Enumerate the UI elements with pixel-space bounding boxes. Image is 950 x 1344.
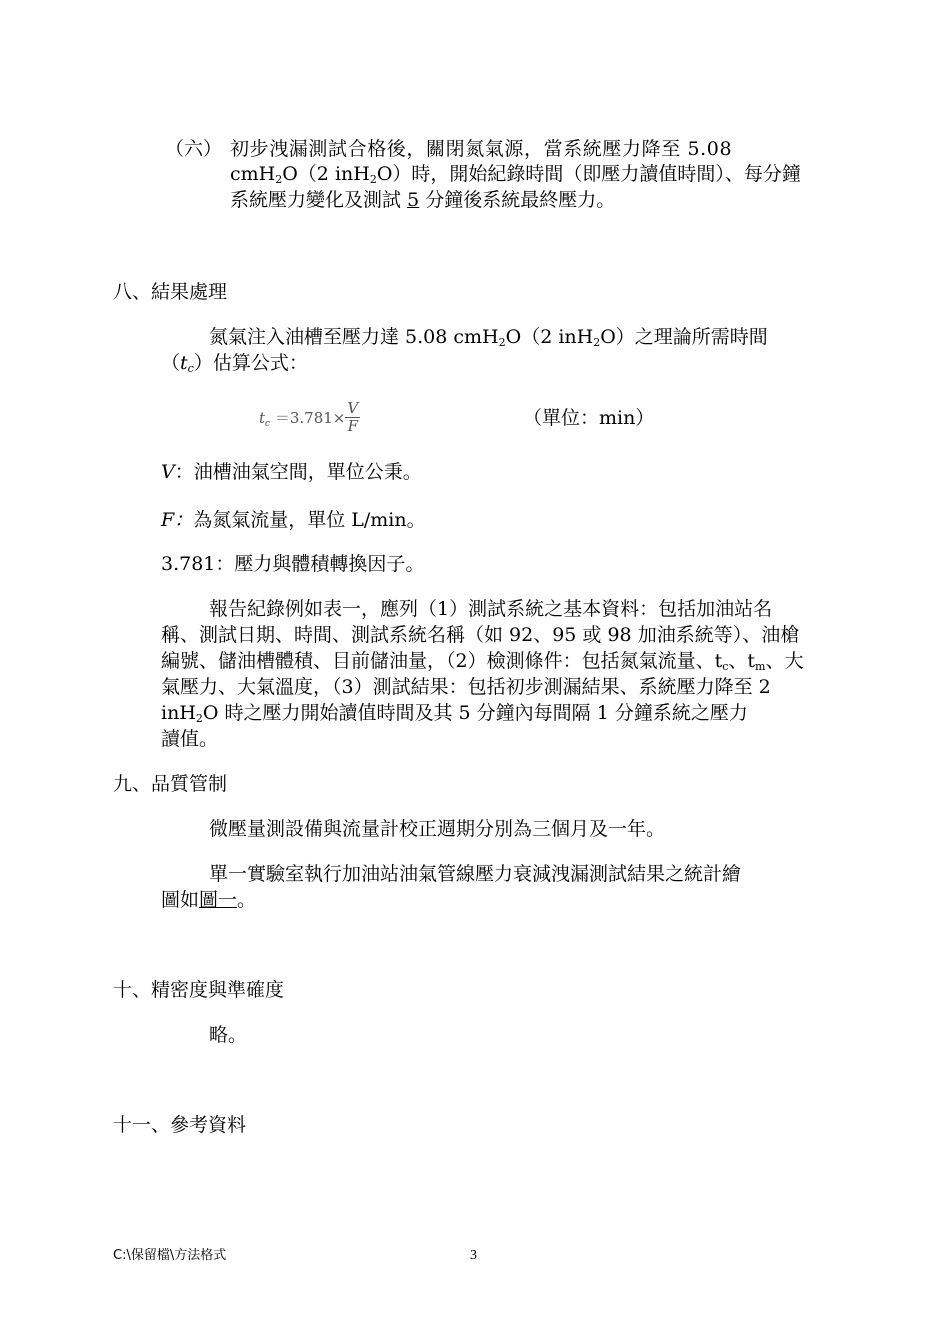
section8-heading: 八、結果處理 (113, 281, 228, 303)
section8-para2-line4: 氣壓力、大氣溫度，（3）測試結果：包括初步測漏結果、系統壓力降至 2 (161, 676, 771, 698)
section11-heading: 十一、參考資料 (113, 1114, 247, 1136)
page-number: 3 (470, 1248, 477, 1263)
definition-v: V：油槽油氣空間，單位公秉。 (161, 461, 422, 483)
section9-heading: 九、品質管制 (113, 773, 228, 795)
figure1-link[interactable]: 圖一 (199, 889, 238, 911)
section8-para2-line3: 編號、儲油槽體積、目前儲油量，（2）檢測條件：包括氮氣流量、$t_c$、$t_m$、大 (161, 650, 804, 673)
section8-para2-line2: 稱、測試日期、時間、測試系統名稱（如 92、95 或 98 加油系統等）、油槍 (161, 624, 800, 646)
section9-para2-line1: 單一實驗室執行加油站油氣管線壓力衰減洩漏測試結果之統計繪 (209, 863, 742, 885)
section10-para1: 略。 (209, 1024, 248, 1046)
section10-heading: 十、精密度與準確度 (113, 979, 285, 1001)
section8-para1-line1: 氮氣注入油槽至壓力達 5.08 cmH$_2$O（2 inH$_2$O）之理論所需時間 (209, 326, 768, 349)
item6-line1: 初步洩漏測試合格後，關閉氮氣源，當系統壓力降至 5.08 (230, 138, 733, 160)
formula: $t_c =3.781\times$ $\frac{V}{F}$ (259, 398, 359, 435)
footer-path: C:\保留檔\方法格式 (113, 1248, 227, 1263)
section8-para1-line2: $(t_c)$估算公式： (161, 352, 308, 375)
item6-line3: 系統壓力變化及測試 5 分鐘後系統最終壓力。 (230, 189, 616, 211)
section9-para2-line2: 圖如圖一。 (161, 889, 257, 911)
item6-marker: （六） (165, 138, 223, 160)
definition-f: F：為氮氣流量，單位 L/min。 (161, 509, 426, 531)
section8-para2-line6: 讀值。 (161, 728, 219, 750)
formula-fraction: $\frac{V}{F}$ (347, 398, 359, 435)
section8-para2-line1: 報告紀錄例如表一，應列（1）測試系統之基本資料：包括加油站名 (209, 598, 773, 620)
section8-para2-line5: inH$_2$O 時之壓力開始讀值時間及其 5 分鐘內每間隔 1 分鐘系統之壓力 (161, 702, 748, 725)
section9-para1: 微壓量測設備與流量計校正週期分別為三個月及一年。 (209, 818, 666, 840)
formula-unit: （單位：min） (523, 407, 655, 429)
definition-3781: 3.781：壓力與體積轉換因子。 (161, 553, 425, 575)
item6-line2: cmH$_2$O（2 inH$_2$O）時，開始紀錄時間（即壓力讀值時間）、每分鐘 (230, 163, 801, 186)
